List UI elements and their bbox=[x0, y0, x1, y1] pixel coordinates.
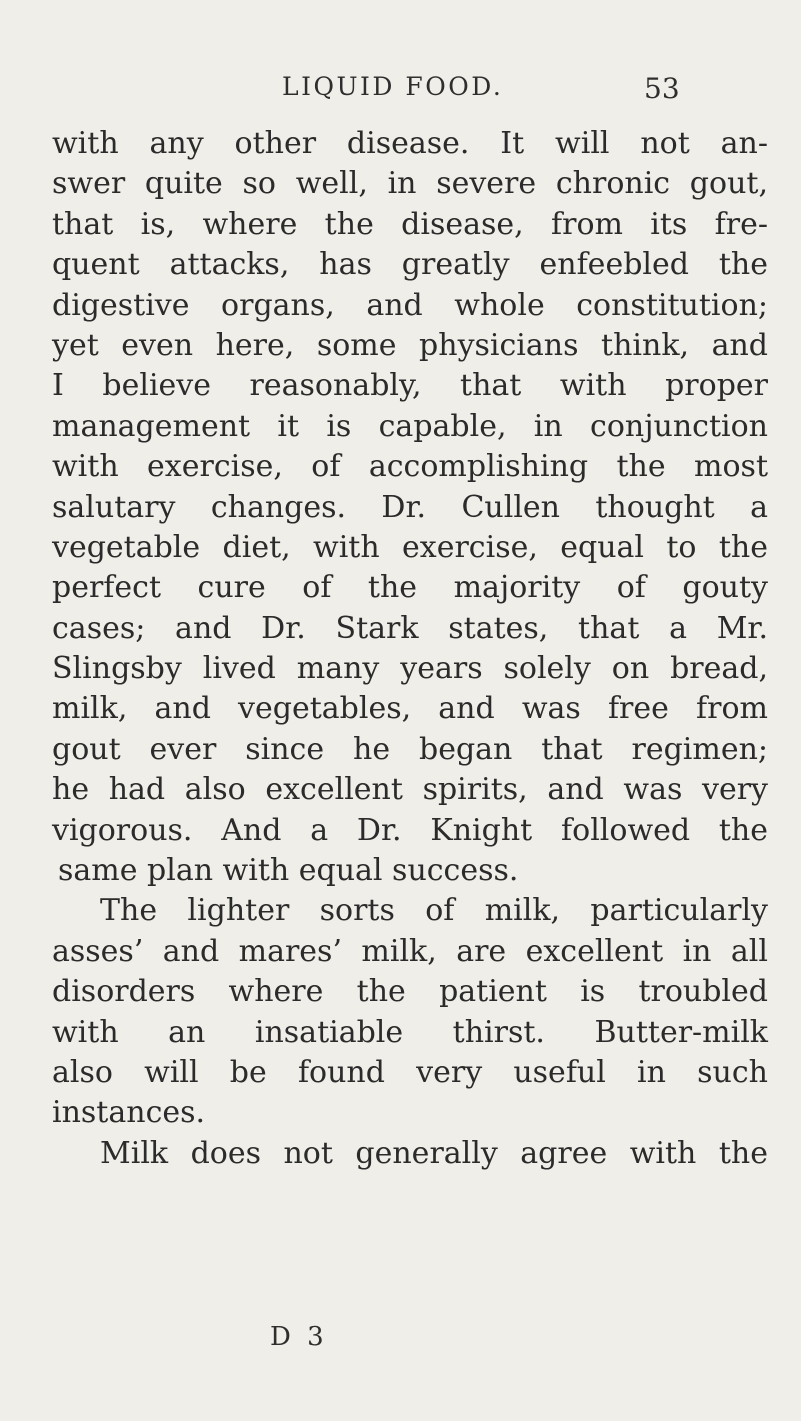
text-line: salutary changes. Dr. Cullen thought a bbox=[52, 489, 768, 525]
text-line: milk, and vegetables, and was free from bbox=[52, 691, 768, 727]
text-line: with any other disease. It will not an- bbox=[52, 126, 768, 161]
text-line: The lighter sorts of milk, particularly bbox=[100, 893, 768, 929]
text-line: vigorous. And a Dr. Knight followed the bbox=[52, 812, 768, 848]
text-line: also will be found very useful in such bbox=[52, 1054, 768, 1090]
text-line: Slingsby lived many years solely on bread, bbox=[52, 651, 768, 687]
text-line: cases; and Dr. Stark states, that a Mr. bbox=[52, 610, 768, 646]
text-line: perfect cure of the majority of gouty bbox=[52, 570, 768, 606]
text-line: yet even here, some physicians think, and bbox=[52, 327, 768, 363]
page-number: 53 bbox=[644, 72, 680, 105]
text-line: swer quite so well, in severe chronic gout, bbox=[52, 166, 768, 202]
text-line: disorders where the patient is troubled bbox=[52, 974, 768, 1010]
text-line: same plan with equal success. bbox=[58, 853, 519, 889]
text-line: digestive organs, and whole constitution; bbox=[52, 287, 768, 323]
signature-mark: D 3 bbox=[270, 1322, 328, 1352]
text-line: with exercise, of accomplishing the most bbox=[52, 449, 768, 485]
text-line: instances. bbox=[52, 1095, 206, 1131]
text-line: vegetable diet, with exercise, equal to the bbox=[52, 529, 768, 565]
text-line: management it is capable, in conjunction bbox=[52, 408, 768, 444]
text-line: he had also excellent spirits, and was very bbox=[52, 772, 768, 808]
running-head: LIQUID FOOD. bbox=[282, 72, 504, 101]
text-line: asses’ and mares’ milk, are excellent in all bbox=[52, 933, 768, 969]
text-line: that is, where the disease, from its fre- bbox=[52, 206, 768, 242]
page-header bbox=[0, 72, 801, 112]
text-line: quent attacks, has greatly enfeebled the bbox=[52, 247, 768, 283]
text-line: gout ever since he began that regimen; bbox=[52, 731, 768, 767]
body-text bbox=[52, 124, 768, 1174]
text-line: with an insatiable thirst. Butter-milk bbox=[52, 1014, 768, 1050]
text-line: I believe reasonably, that with proper bbox=[52, 368, 768, 404]
text-line: Milk does not generally agree with the bbox=[100, 1135, 768, 1171]
